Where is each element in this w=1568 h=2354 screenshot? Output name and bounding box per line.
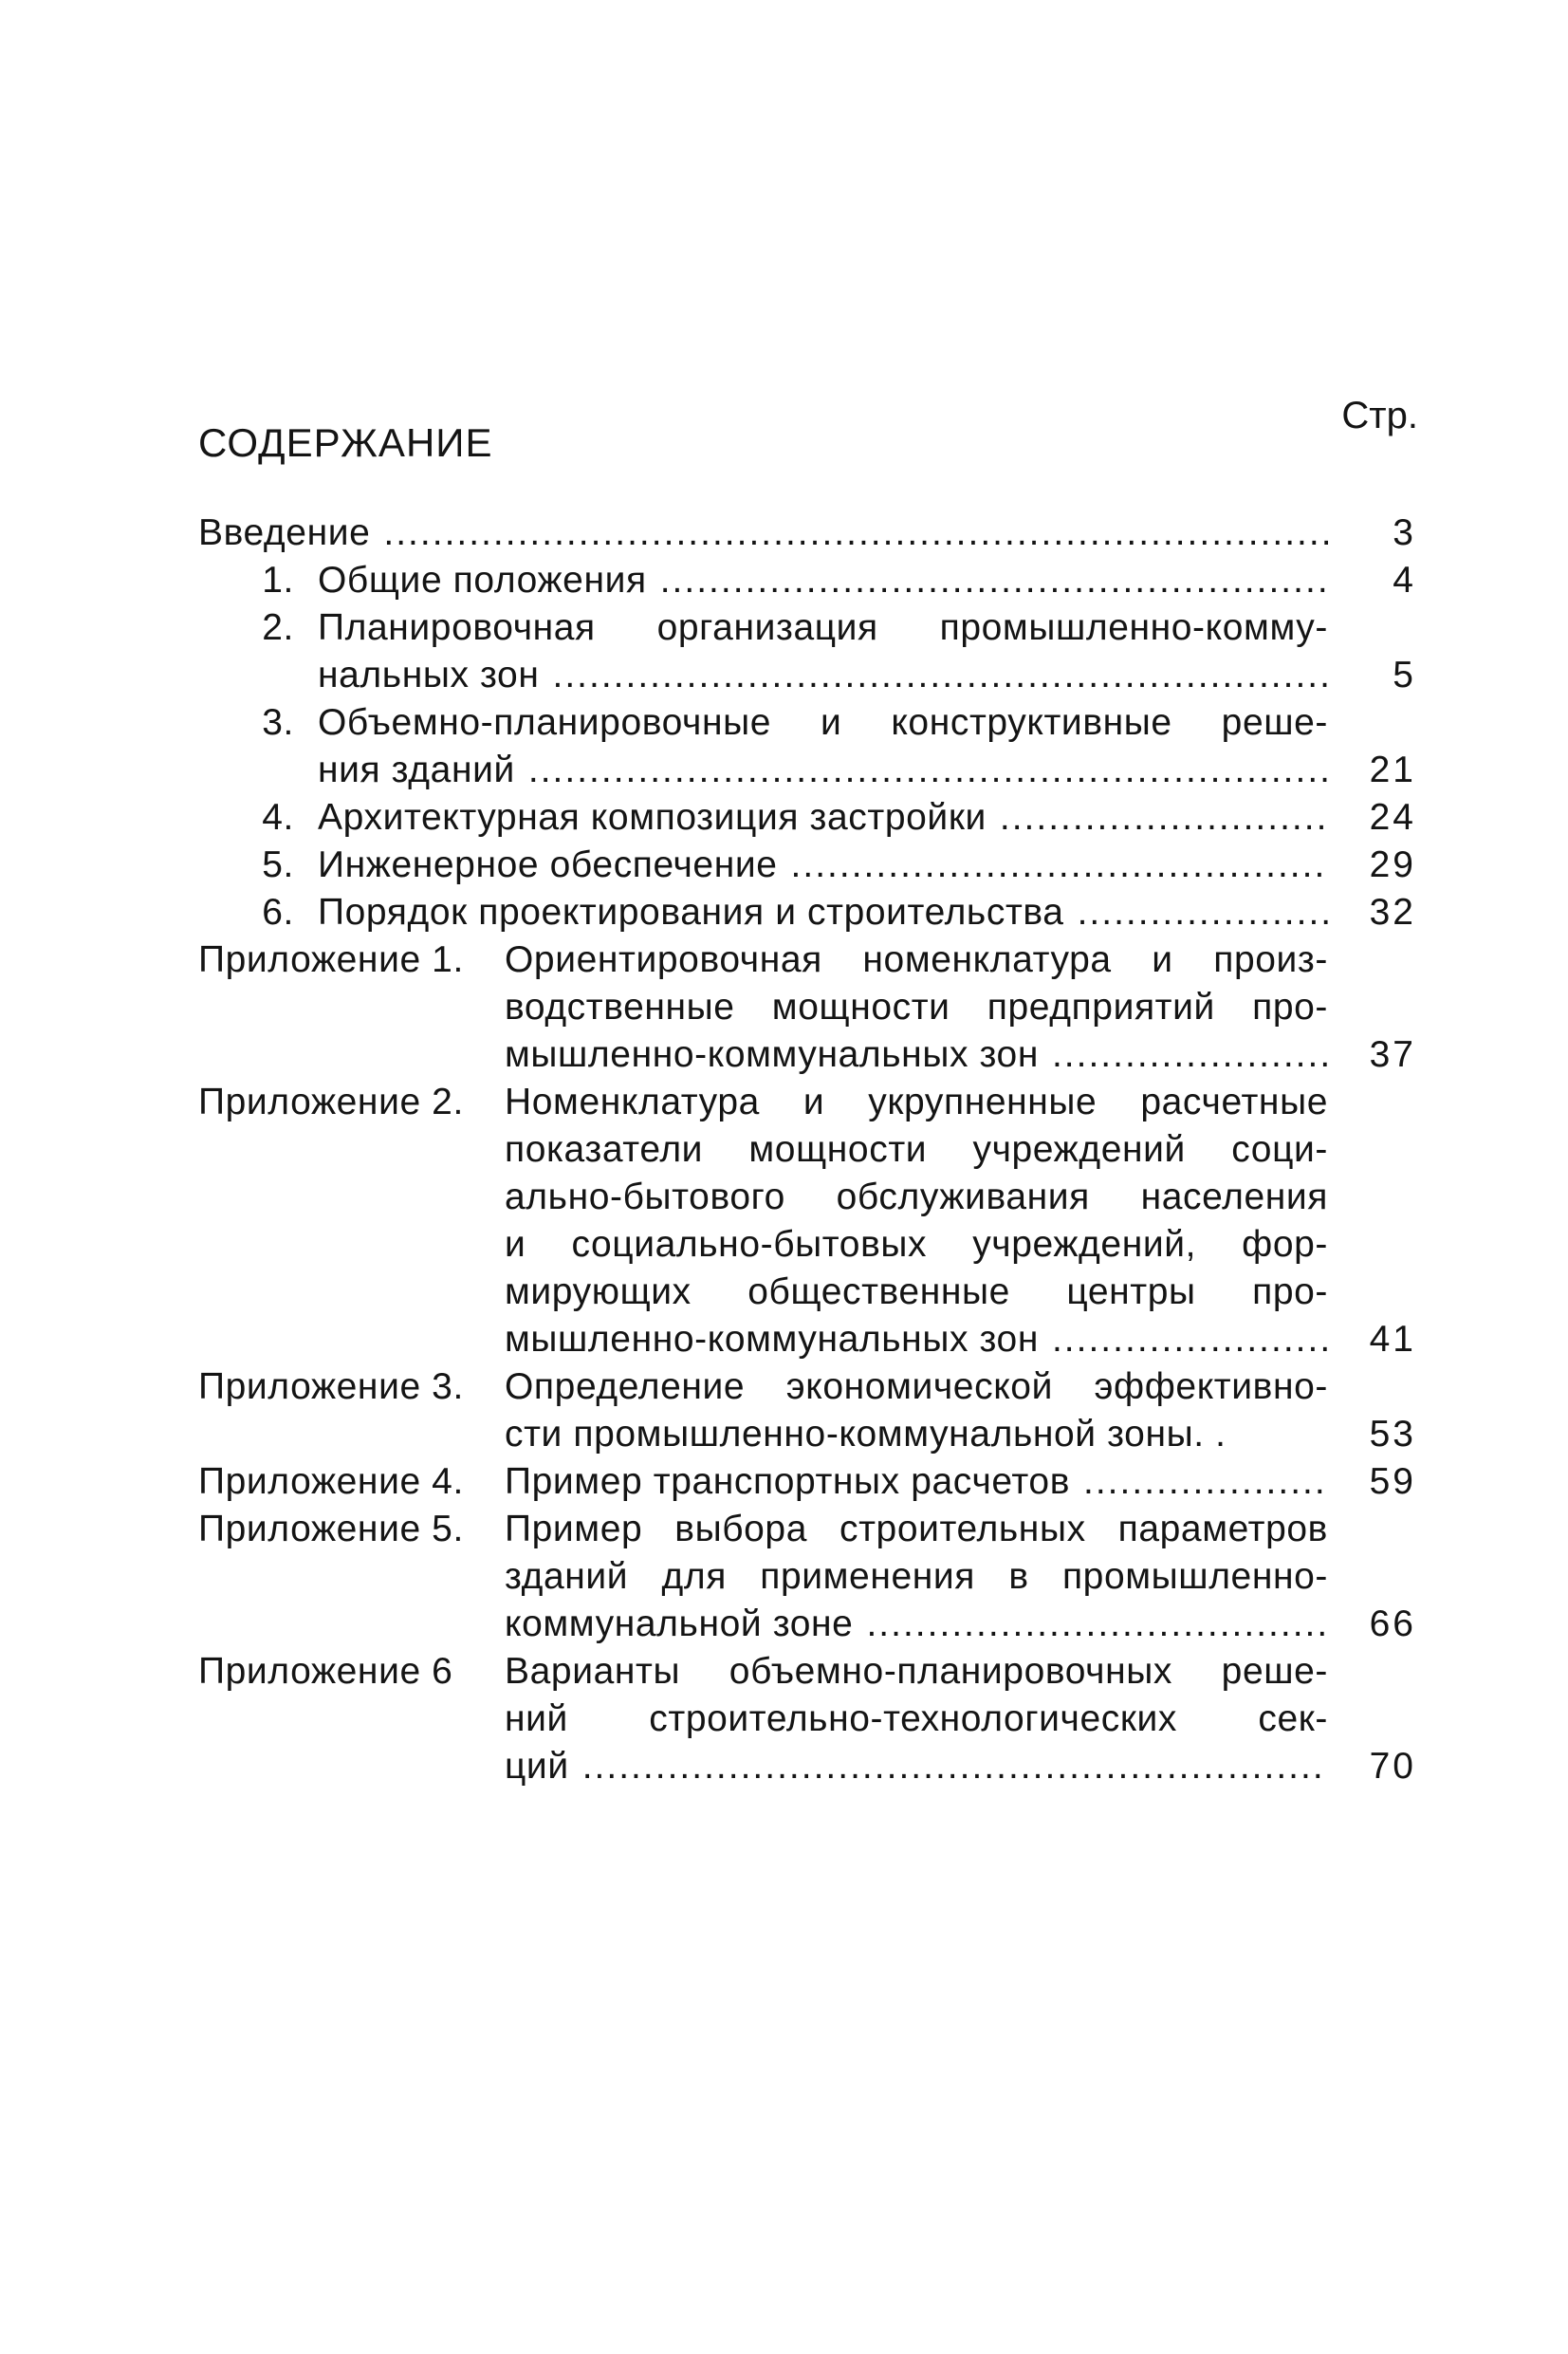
toc-line	[0, 936, 1568, 984]
toc-line	[0, 652, 1568, 699]
toc-line-body	[318, 889, 1328, 936]
appendix-label: Приложение 6	[198, 1651, 453, 1692]
entry-text: ций	[505, 1746, 569, 1787]
dot-leader	[539, 652, 1328, 699]
page-number: 32	[1369, 892, 1416, 933]
page-column-header: Стр.	[1341, 395, 1418, 436]
entry-text: коммунальной зоне	[505, 1603, 854, 1644]
entry-text: Порядок проектирования и строительства	[318, 892, 1064, 933]
toc-line	[0, 1079, 1568, 1126]
toc-line	[0, 1126, 1568, 1174]
toc-line	[0, 747, 1568, 794]
page-number: 4	[1393, 560, 1416, 601]
toc-entry-appendix-1	[0, 936, 1568, 1079]
page-number: 5	[1393, 655, 1416, 695]
toc-line-body	[318, 747, 1328, 794]
entry-text: и социально-бытовых учреждений, фор-	[505, 1224, 1328, 1265]
toc-line	[0, 1601, 1568, 1648]
entry-text: ально-бытового обслуживания населения	[505, 1177, 1328, 1217]
toc-line	[0, 1411, 1568, 1458]
entry-text: Введение	[198, 512, 371, 553]
toc-line	[0, 1221, 1568, 1269]
toc-entry-introduction	[0, 510, 1568, 557]
dot-leader	[515, 747, 1328, 794]
page-number: 53	[1369, 1414, 1416, 1455]
entry-text: ний строительно-технологических сек-	[505, 1698, 1328, 1739]
toc-entry-appendix-2	[0, 1079, 1568, 1363]
entry-text: Планировочная организация промышленно-комму-	[318, 607, 1328, 648]
page-number: 66	[1369, 1603, 1416, 1644]
section-number: 1.	[262, 560, 294, 601]
entry-text: Варианты объемно-планировочных реше-	[505, 1651, 1328, 1692]
toc-entry-appendix-5	[0, 1506, 1568, 1648]
toc-line-body	[505, 1743, 1328, 1790]
entry-text: водственные мощности предприятий про-	[505, 987, 1328, 1028]
dot-leader	[569, 1743, 1328, 1790]
entry-text: мирующих общественные центры про-	[505, 1271, 1328, 1312]
toc-line	[0, 842, 1568, 889]
dot-leader	[1070, 1458, 1328, 1506]
toc-line-body	[505, 1031, 1328, 1079]
toc-line-body	[198, 510, 1328, 557]
entry-text: Пример транспортных расчетов	[505, 1461, 1071, 1502]
entry-text: Объемно-планировочные и конструктивные реше-	[318, 702, 1328, 743]
toc-entry-section-5	[0, 842, 1568, 889]
entry-text: Ориентировочная номенклатура и произ-	[505, 939, 1328, 980]
entry-text: Определение экономической эффективно-	[505, 1366, 1328, 1407]
entry-text: сти промышленно-коммунальной зоны. .	[505, 1414, 1227, 1455]
page-number: 70	[1369, 1746, 1416, 1787]
toc-line	[0, 1031, 1568, 1079]
dot-leader	[1039, 1316, 1328, 1363]
page-number: 59	[1369, 1461, 1416, 1502]
toc-line	[0, 1316, 1568, 1363]
page-number: 21	[1369, 750, 1416, 790]
toc-entry-section-6	[0, 889, 1568, 936]
dot-leader	[987, 794, 1328, 842]
section-number: 2.	[262, 607, 294, 648]
toc-entry-section-4	[0, 794, 1568, 842]
section-number: 5.	[262, 844, 294, 885]
toc-line-body	[505, 1316, 1328, 1363]
entry-text: мышленно-коммунальных зон	[505, 1034, 1039, 1075]
appendix-label: Приложение 2.	[198, 1082, 464, 1122]
entry-text: Общие положения	[318, 560, 647, 601]
entry-text: показатели мощности учреждений соци-	[505, 1129, 1328, 1170]
entry-text: ния зданий	[318, 750, 515, 790]
toc-line-body	[318, 794, 1328, 842]
page-number: 37	[1369, 1034, 1416, 1075]
appendix-label: Приложение 3.	[198, 1366, 464, 1407]
toc-line-body	[318, 652, 1328, 699]
toc-line	[0, 889, 1568, 936]
toc-line	[0, 1506, 1568, 1553]
toc-entry-section-3	[0, 699, 1568, 794]
toc-line-body	[505, 1601, 1328, 1648]
toc-entry-section-2	[0, 604, 1568, 699]
toc-line	[0, 1553, 1568, 1601]
table-of-contents	[0, 510, 1568, 1790]
toc-line-body	[318, 842, 1328, 889]
entry-text: мышленно-коммунальных зон	[505, 1319, 1039, 1360]
dot-leader	[853, 1601, 1328, 1648]
appendix-label: Приложение 4.	[198, 1461, 464, 1502]
toc-line	[0, 1363, 1568, 1411]
toc-entry-appendix-6	[0, 1648, 1568, 1790]
toc-line	[0, 794, 1568, 842]
appendix-label: Приложение 1.	[198, 939, 464, 980]
toc-line	[0, 1743, 1568, 1790]
dot-leader	[1039, 1031, 1328, 1079]
section-number: 3.	[262, 702, 294, 743]
toc-line	[0, 1269, 1568, 1316]
page-title: СОДЕРЖАНИЕ	[198, 420, 493, 465]
toc-line	[0, 1648, 1568, 1696]
toc-line	[0, 557, 1568, 604]
toc-entry-section-1	[0, 557, 1568, 604]
entry-text: Номенклатура и укрупненные расчетные	[505, 1082, 1328, 1122]
dot-leader	[370, 510, 1328, 557]
section-number: 4.	[262, 797, 294, 838]
toc-line-body	[505, 1458, 1328, 1506]
entry-text: Инженерное обеспечение	[318, 844, 778, 885]
entry-text: нальных зон	[318, 655, 540, 695]
section-number: 6.	[262, 892, 294, 933]
dot-leader	[778, 842, 1328, 889]
toc-line	[0, 1174, 1568, 1221]
toc-entry-appendix-3	[0, 1363, 1568, 1458]
toc-line	[0, 984, 1568, 1031]
toc-entry-appendix-4	[0, 1458, 1568, 1506]
toc-line	[0, 510, 1568, 557]
entry-text: зданий для применения в промышленно-	[505, 1556, 1328, 1597]
dot-leader	[1064, 889, 1328, 936]
entry-text: Архитектурная композиция застройки	[318, 797, 987, 838]
page-number: 41	[1369, 1319, 1416, 1360]
appendix-label: Приложение 5.	[198, 1509, 464, 1549]
toc-line	[0, 604, 1568, 652]
dot-leader	[647, 557, 1328, 604]
toc-line	[0, 1696, 1568, 1743]
entry-text: Пример выбора строительных параметров	[505, 1509, 1328, 1549]
toc-line-body	[318, 557, 1328, 604]
page-number: 3	[1393, 512, 1416, 553]
page-number: 24	[1369, 797, 1416, 838]
toc-line	[0, 1458, 1568, 1506]
toc-line	[0, 699, 1568, 747]
page-number: 29	[1369, 844, 1416, 885]
